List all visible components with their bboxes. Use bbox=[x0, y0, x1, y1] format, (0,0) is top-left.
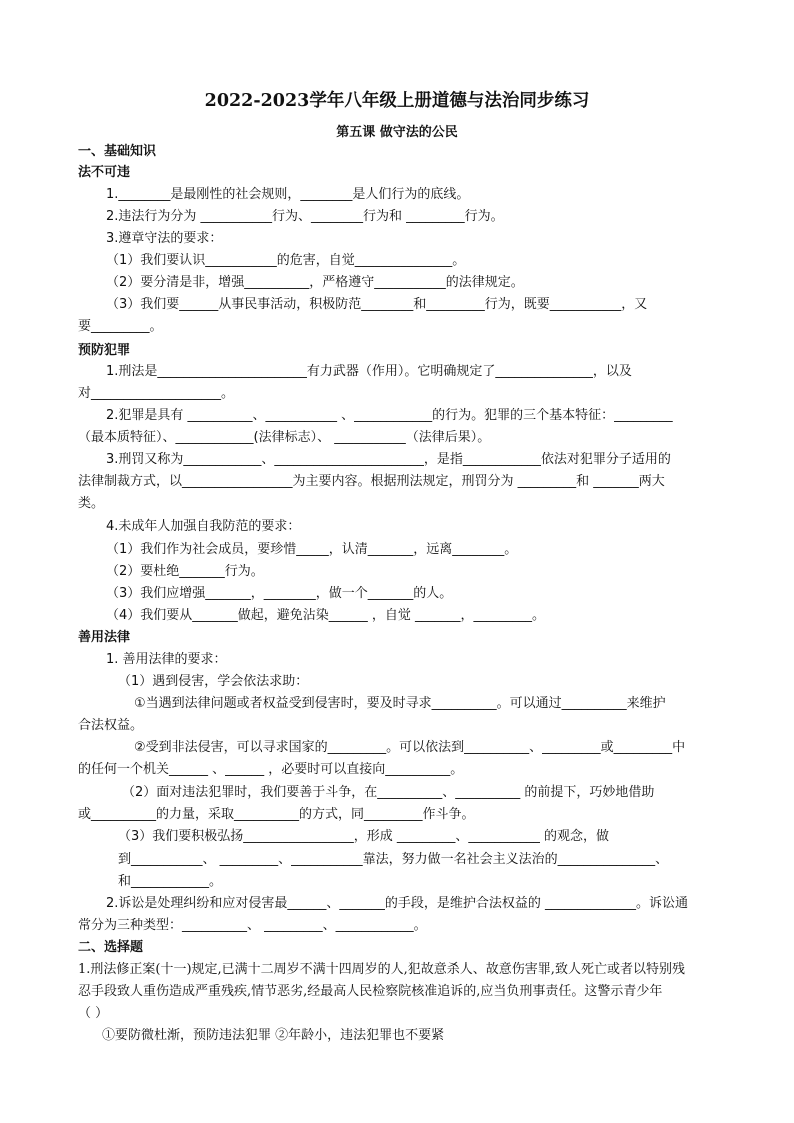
text-line: 到___________、 _________、___________靠法，努力做一名社会主义法治的_______________、 bbox=[118, 852, 669, 867]
text-line: 3.遵章守法的要求： bbox=[106, 231, 223, 246]
text-line: 法律制裁方式，以_________________为主要内容。根据刑法规定，刑罚分为 _________和 _______两大 bbox=[78, 474, 665, 489]
text-line: 1. 善用法律的要求： bbox=[106, 652, 227, 667]
text-line: （1）遇到侵害，学会依法求助： bbox=[118, 674, 309, 689]
section-heading: 二、选择题 bbox=[78, 940, 144, 955]
text-line: 4.未成年人加强自我防范的要求： bbox=[106, 519, 301, 534]
text-line: （2）要杜绝_______行为。 bbox=[106, 564, 264, 579]
text-line: ①当遇到法律问题或者权益受到侵害时，要及时寻求__________。可以通过__________来维护 bbox=[134, 696, 666, 711]
section-heading: 法不可违 bbox=[78, 165, 131, 180]
text-line: 常分为三种类型：__________、 _________、____________。 bbox=[78, 918, 427, 933]
text-line: ①要防微杜渐，预防违法犯罪 ②年龄小，违法犯罪也不要紧 bbox=[102, 1028, 445, 1043]
text-line: （4）我们要从_______做起，避免沾染______ ，自觉 _______，_________。 bbox=[106, 608, 546, 623]
text-line: （2）面对违法犯罪时，我们要善于斗争，在__________、__________ 的前提下，巧妙地借助 bbox=[122, 785, 655, 800]
text-line: 对____________________。 bbox=[78, 386, 235, 401]
text-line: ②受到非法侵害，可以寻求国家的_________。可以依法到__________、_________或_________中 bbox=[134, 740, 686, 755]
text-line: 和____________。 bbox=[118, 874, 223, 889]
section-heading: 善用法律 bbox=[78, 630, 131, 645]
text-line: 合法权益。 bbox=[78, 718, 144, 733]
text-line: 1.刑法修正案(十一)规定,已满十二周岁不满十四周岁的人,犯故意杀人、故意伤害罪,致人死亡或者以特别残 bbox=[78, 962, 685, 977]
page-title: 2022-2023学年八年级上册道德与法治同步练习 bbox=[204, 91, 590, 111]
text-line: 2.违法行为分为 ___________行为、________行为和 _________行为。 bbox=[106, 209, 504, 224]
text-line: 的任何一个机关______ 、______ ，必要时可以直接向__________。 bbox=[78, 762, 464, 777]
text-line: （3）我们要______从事民事活动，积极防范________和_________行为，既要___________，又 bbox=[106, 297, 648, 312]
text-line: 2.犯罪是具有 __________、___________ 、____________的行为。犯罪的三个基本特征：_________ bbox=[106, 408, 673, 423]
text-line: （ ） bbox=[78, 1006, 109, 1021]
text-line: （1）我们要认识___________的危害，自觉_______________。 bbox=[106, 253, 466, 268]
text-line: （2）要分清是非，增强__________，严格遵守___________的法律规定。 bbox=[106, 275, 524, 290]
text-line: 忍手段致人重伤造成严重残疾,情节恶劣,经最高人民检察院核准追诉的,应当负刑事责任。这警示青少年 bbox=[78, 984, 663, 999]
text-line: （3）我们应增强_______，________，做一个_______的人。 bbox=[106, 586, 453, 601]
text-line: 2.诉讼是处理纠纷和应对侵害最______、_______的手段，是维护合法权益的 ______________。诉讼通 bbox=[106, 896, 689, 911]
text-line: 要_________。 bbox=[78, 319, 163, 334]
text-line: （1）我们作为社会成员，要珍惜_____，认清_______，远离________。 bbox=[106, 542, 518, 557]
text-line: 3.刑罚又称为____________、_______________________，是指____________依法对犯罪分子适用的 bbox=[106, 452, 671, 467]
text-line: （3）我们要积极弘扬_________________，形成 _________、___________ 的观念，做 bbox=[118, 829, 610, 844]
text-line: 类。 bbox=[78, 496, 105, 511]
text-line: 1.________是最刚性的社会规则，________是人们行为的底线。 bbox=[106, 187, 470, 202]
section-heading: 一、基础知识 bbox=[78, 144, 157, 159]
section-heading: 预防犯罪 bbox=[78, 343, 131, 358]
lesson-subtitle: 第五课 做守法的公民 bbox=[336, 125, 458, 140]
text-line: 或__________的力量，采取__________的方式，同_________作斗争。 bbox=[78, 807, 475, 822]
text-line: 1.刑法是_______________________有力武器（作用）。它明确规定了_______________，以及 bbox=[106, 364, 632, 379]
text-line: （最本质特征）、____________(法律标志）、 ___________（法律后果）。 bbox=[78, 430, 491, 445]
